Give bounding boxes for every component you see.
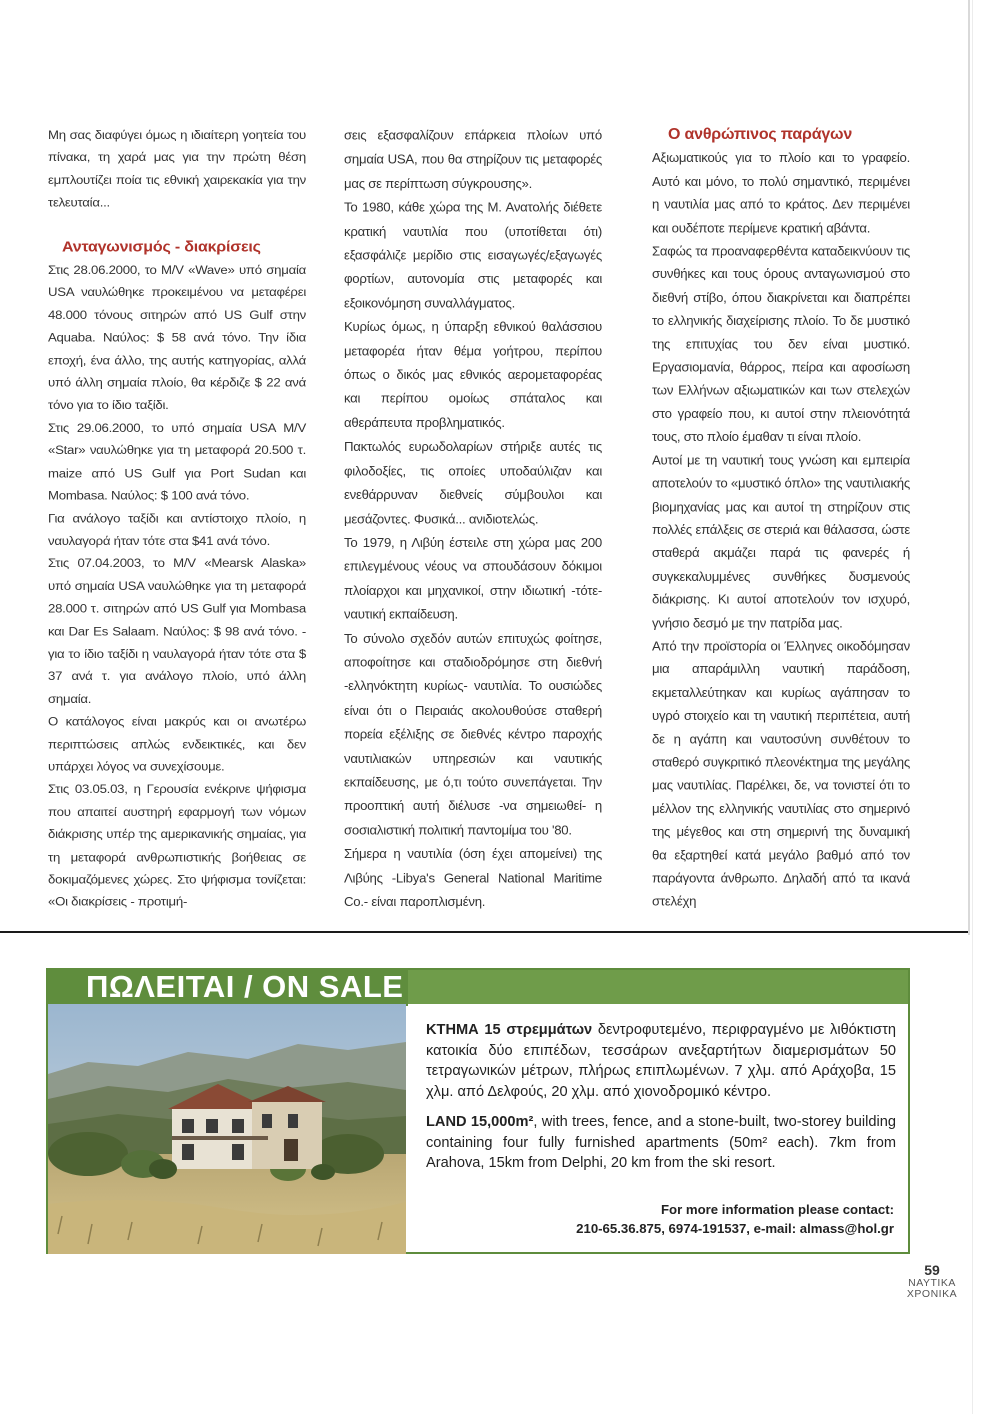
paragraph: Στις 28.06.2000, το M/V «Wave» υπό σημαία USA ναυλώθηκε προκειμένου να μεταφέρει 48.000 τόνους σιτηρών από US Gulf στην Aquaba. Ναύλος: $ 58 ανά τόνο. Την ίδια εποχή, ένα άλλο, της αυτής κατηγορίας, αλλά υπό άλλη σημαία πλοίο, θα κέρδιζε $ 22 ανά τόνο για το ίδιο ταξίδι.	[48, 262, 306, 413]
paragraph: Ο κατάλογος είναι μακρύς και οι ανωτέρω περιπτώσεις απλώς ενδεικτικές, και δεν υπάρχει λόγος να συνεχίσουμε.	[48, 714, 306, 774]
paragraph: Σαφώς τα προαναφερθέντα καταδεικνύουν τις συνθήκες και τους όρους ανταγωνισμού στο διεθνή στίβο, όπου διακρίνεται και διαπρέπει το ελληνικής διαχείρισης πλοίο. Το δε μυστικό της επιτυχίας του δεν είναι μυστικό. Εργασιομανία, θάρρος, πείρα και αφοσίωση των Ελλήνων αξιωματικών και των στελεχών στο γραφείο που, κι αυτοί στην πλειονότητά τους, στο πλοίο έμαθαν τι είναι πλοίο.	[652, 243, 910, 445]
ad-title: ΠΩΛΕΙΤΑΙ / ON SALE	[48, 968, 408, 1006]
ad-description	[426, 1020, 896, 1184]
ad-english-text	[426, 1112, 896, 1174]
magazine-name-line2: ΧΡΟΝΙΚΑ	[906, 1288, 958, 1300]
paragraph: Μη σας διαφύγει όμως η ιδιαίτερη γοητεία του πίνακα, τη χαρά μας για την πρώτη θέση εμπλουτίζει ποία τις εθνική χαιρεκακία για την τελευταία...	[48, 127, 306, 210]
paragraph: Στις 03.05.03, η Γερουσία ενέκρινε ψήφισμα που απαιτεί αυστηρή εφαρμογή των νόμων διάκρισης υπέρ της αμερικανικής σημαίας, για τη μεταφορά ανθρωπιστικής βοήθειας σε δοκιμαζόμενες χώρες. Στο ψήφισμα τονίζεται: «Οι διακρίσεις - προτιμή-	[48, 782, 306, 909]
paragraph: Στις 07.04.2003, το M/V «Mearsk Alaska» υπό σημαία USA ναυλώθηκε για τη μεταφορά 28.000 τ. σιτηρών από US Gulf για Mombasa και Dar Es Salaam. Ναύλος: $ 98 ανά τόνο. - για το ίδιο ταξίδι η ναυλαγορά ήταν τότε στα $ 37 ανά τ. για ανάλογο πλοίο, υπό άλλη σημαία.	[48, 556, 306, 706]
column-1	[48, 124, 306, 914]
page-edge-line	[972, 0, 973, 1414]
article-body	[48, 124, 918, 914]
sale-advertisement	[46, 968, 910, 1254]
ad-greek-bold: ΚΤΗΜΑ 15 στρεμμάτων	[426, 1022, 593, 1038]
paragraph: Το 1980, κάθε χώρα της Μ. Ανατολής διέθετε κρατική ναυτιλία που (υποτίθεται ότι) εξασφάλιζε μερίδιο στις εισαγωγές/εξαγωγές φορτίων, αυτονομία στις μεταφορές και εξοικονόμηση συναλλάγματος.	[344, 199, 602, 311]
ad-contact	[576, 1200, 894, 1238]
section-heading: Ανταγωνισμός - διακρίσεις	[62, 239, 261, 256]
paragraph: Για ανάλογο ταξίδι και αντίστοιχο πλοίο, η ναυλαγορά ήταν τότε στα $41 ανά τόνο.	[48, 511, 306, 548]
paragraph: Κυρίως όμως, η ύπαρξη εθνικού θαλάσσιου μεταφορέα ήταν θέμα γοήτρου, περίπου όπως ο δικός μας εθνικός αερομεταφορέας και περίπου ομοίως σπάταλος και αθεράπευτα προβληματικός.	[344, 319, 602, 431]
contact-intro: For more information please contact:	[660, 1202, 894, 1217]
paragraph: Το σύνολο σχεδόν αυτών επιτυχώς φοίτησε, αποφοίτησε και σταδιοδρόμησε στη διεθνή -ελληνόκτητη κυρίως- ναυτιλία. Το ουσιώδες είναι ότι ο Πειραιάς ακολουθούσε σταθερή πορεία εξέλιξης σε διεθνές κέντρο παροχής ναυτιλιακών υπηρεσιών και ναυτικής εκπαίδευσης, με ό,τι τούτο συνεπάγεται. Την προοπτική αυτή διέλυσε -να σημειωθεί- η σοσιαλιστική πολιτική παντομίμα του '80.	[344, 630, 602, 838]
magazine-name-line1: ΝΑΥΤΙΚΑ	[908, 1277, 956, 1289]
paragraph: Πακτωλός ευρωδολαρίων στήριξε αυτές τις φιλοδοξίες, τις οποίες υποδαύλιζαν και ενεθάρρυναν διεθνείς σύμβουλοι και μεσάζοντες. Φυσικά... ανιδιοτελώς.	[344, 439, 602, 526]
ad-english-bold: LAND 15,000m²	[426, 1114, 534, 1130]
paragraph: Από την προϊστορία οι Έλληνες οικοδόμησαν μια απαράμιλλη ναυτική παράδοση, εκμεταλλεύτηκαν και κυρίως αγάπησαν το υγρό στοιχείο και τη ναυτική περιπέτεια, αυτή δε η αγάπη και ναυτοσύνη συνθέτουν το σταθερό συγκριτικό πλεονέκτημα της μεγάλης μας ναυτιλίας. Παρέλκει, δε, να τονιστεί ότι το μέλλον της ελληνικής ναυτιλίας στο σημερινό της μέγεθος και στη σημερινή της δυναμική θα εξαρτηθεί κατά μεγάλο βαθμό από τον παράγοντα άνθρωπο. Δηλαδή από τα ικανά στελέχη	[652, 638, 910, 909]
contact-details: 210-65.36.875, 6974-191537, e-mail: almass@hol.gr	[576, 1221, 894, 1236]
property-photo	[48, 1004, 406, 1254]
section-heading: Ο ανθρώπινος παράγων	[668, 126, 853, 144]
paragraph: Αξιωματικούς για το πλοίο και το γραφείο. Αυτό και μόνο, το πολύ σημαντικό, περιμένει η ναυτιλία μας από το κράτος. Δεν περιμένει και ουδέποτε περίμενε κρατική αβάντα.	[652, 151, 910, 236]
paragraph: Σήμερα η ναυτιλία (όση έχει απομείνει) της Λιβύης -Libya's General National Maritime Co.- είναι παροπλισμένη.	[344, 846, 602, 910]
page-footer	[904, 1262, 960, 1300]
page-edge-shadow	[968, 0, 970, 935]
paragraph: Το 1979, η Λιβύη έστειλε στη χώρα μας 200 επιλεγμένους νέους να σπουδάσουν δόκιμοι πλοίαρχοι και μηχανικοί, στην ιδιωτική -τότε- ναυτική εκπαίδευση.	[344, 535, 602, 622]
ad-greek-body: δεντροφυτεμένο, περιφραγμένο με λιθόκτιστη κατοικία δύο επιπέδων, τεσσάρων ανεξαρτήτων διαμερισμάτων 50 τετραγωνικών μέτρων, πλήρως επιπλωμένων. 7 χλμ. από Αράχοβα, 15 χλμ. από Δελφούς, 20 χλμ. από χιονοδρομικό κέντρο.	[426, 1022, 896, 1100]
column-2	[344, 124, 602, 914]
ad-english-body: , with trees, fence, and a stone-built, two-storey building containing four fully furnished apartments (50m² each). 7km from Arahova, 15km from Delphi, 20 km from the ski resort.	[426, 1114, 897, 1171]
column-3	[652, 124, 910, 914]
house-landscape-image	[48, 1004, 406, 1254]
paragraph: Στις 29.06.2000, το υπό σημαία USA M/V «Star» ναυλώθηκε για τη μεταφορά 20.500 τ. maize από US Gulf για Port Sudan και Mombasa. Ναύλος: $ 100 ανά τόνο.	[48, 420, 306, 503]
ad-greek-text	[426, 1020, 896, 1102]
paragraph: σεις εξασφαλίζουν επάρκεια πλοίων υπό σημαία USA, που θα στηρίζουν τις μεταφορές μας σε περίπτωση σύγκρουσης».	[344, 127, 602, 191]
section-divider	[0, 931, 968, 933]
paragraph: Αυτοί με τη ναυτική τους γνώση και εμπειρία αποτελούν το «μυστικό όπλο» της ναυτιλιακής βιομηχανίας μας και αυτοί τη στηρίζουν στις πολλές επάλξεις σε στεριά και θάλασσα, ώστε σταθερά ακμάζει παρά τις φανερές ή συγκεκαλυμμένες συνθήκες δυσμενούς διάκρισης. Κι αυτοί αποτελούν τον ισχυρό, γνήσιο δεσμό με την πατρίδα μας.	[652, 453, 910, 630]
page-number: 59	[924, 1262, 940, 1278]
